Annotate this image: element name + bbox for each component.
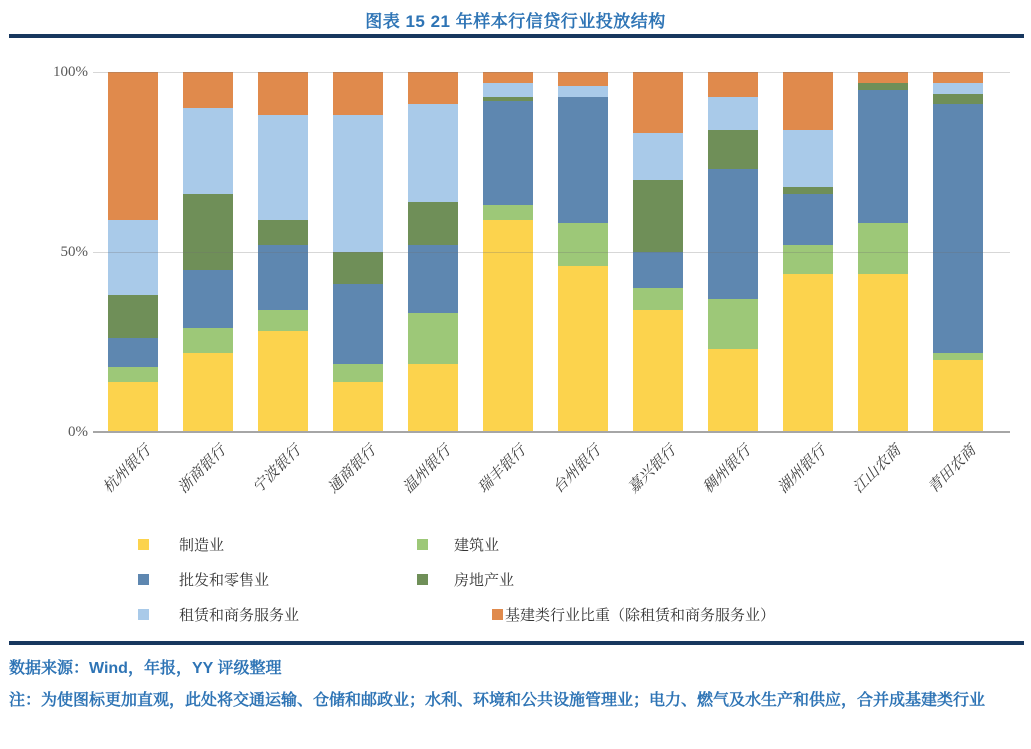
x-axis-label-湖州银行: 湖州银行: [775, 442, 830, 497]
bar-segment-基建类行业比重（除租赁和商务服务业）: [183, 72, 233, 108]
bar-segment-房地产业: [783, 187, 833, 194]
bar-segment-租赁和商务服务业: [633, 133, 683, 180]
bar-segment-制造业: [633, 310, 683, 432]
x-axis-label-温州银行: 温州银行: [400, 442, 455, 497]
bar-segment-建筑业: [108, 367, 158, 381]
legend-item-批发和零售业: [138, 567, 269, 591]
bar-segment-批发和零售业: [333, 284, 383, 363]
bar-segment-批发和零售业: [483, 101, 533, 205]
bar-segment-房地产业: [408, 202, 458, 245]
bar-segment-制造业: [258, 331, 308, 432]
bar-segment-建筑业: [183, 328, 233, 353]
bar-segment-基建类行业比重（除租赁和商务服务业）: [933, 72, 983, 83]
legend-label: 房地产业: [454, 572, 515, 589]
y-axis-tick-0%: 0%: [68, 424, 88, 440]
bar-segment-基建类行业比重（除租赁和商务服务业）: [258, 72, 308, 115]
bar-segment-租赁和商务服务业: [333, 115, 383, 252]
bar-segment-批发和零售业: [408, 245, 458, 313]
x-axis-label-宁波银行: 宁波银行: [250, 442, 305, 497]
bar-segment-制造业: [783, 274, 833, 432]
bar-segment-制造业: [408, 364, 458, 432]
bar-segment-建筑业: [708, 299, 758, 349]
legend-swatch-icon: [138, 574, 149, 585]
legend-item-制造业: [138, 532, 224, 556]
bar-segment-房地产业: [633, 180, 683, 252]
bar-segment-房地产业: [183, 194, 233, 270]
bar-segment-建筑业: [408, 313, 458, 363]
data-source-note: 数据来源：Wind，年报，YY 评级整理: [9, 660, 282, 677]
y-axis-tick-50%: 50%: [60, 244, 88, 260]
bar-segment-基建类行业比重（除租赁和商务服务业）: [783, 72, 833, 130]
x-axis-label-瑞丰银行: 瑞丰银行: [475, 442, 530, 497]
bar-segment-基建类行业比重（除租赁和商务服务业）: [333, 72, 383, 115]
bar-segment-基建类行业比重（除租赁和商务服务业）: [483, 72, 533, 83]
bar-segment-建筑业: [633, 288, 683, 310]
legend-label: 批发和零售业: [179, 572, 270, 589]
bar-segment-批发和零售业: [558, 97, 608, 223]
bar-segment-批发和零售业: [858, 90, 908, 223]
bar-segment-基建类行业比重（除租赁和商务服务业）: [108, 72, 158, 220]
bar-segment-基建类行业比重（除租赁和商务服务业）: [558, 72, 608, 86]
bar-segment-租赁和商务服务业: [408, 104, 458, 201]
bar-segment-租赁和商务服务业: [558, 86, 608, 97]
bar-segment-建筑业: [558, 223, 608, 266]
bar-segment-房地产业: [708, 130, 758, 170]
bar-segment-基建类行业比重（除租赁和商务服务业）: [633, 72, 683, 133]
legend-swatch-icon: [492, 609, 503, 620]
legend-label: 基建类行业比重（除租赁和商务服务业）: [505, 607, 776, 624]
bar-segment-租赁和商务服务业: [708, 97, 758, 129]
legend-swatch-icon: [417, 539, 428, 550]
bar-segment-建筑业: [858, 223, 908, 273]
bar-segment-建筑业: [483, 205, 533, 219]
bar-segment-房地产业: [333, 252, 383, 284]
bar-segment-制造业: [183, 353, 233, 432]
bar-segment-建筑业: [333, 364, 383, 382]
legend-label: 制造业: [179, 537, 225, 554]
bar-segment-建筑业: [783, 245, 833, 274]
chart-plot-area: [93, 72, 1010, 497]
bar-segment-制造业: [558, 266, 608, 432]
bar-segment-制造业: [333, 382, 383, 432]
legend-label: 租赁和商务服务业: [179, 607, 300, 624]
y-axis-tick-100%: 100%: [53, 64, 88, 80]
legend-item-基建类行业比重（除租赁和商务服务业）: [492, 602, 775, 626]
bar-segment-制造业: [858, 274, 908, 432]
legend-swatch-icon: [417, 574, 428, 585]
x-axis-label-江山农商: 江山农商: [850, 442, 905, 497]
x-axis-label-浙商银行: 浙商银行: [175, 442, 230, 497]
bar-segment-租赁和商务服务业: [783, 130, 833, 188]
bar-segment-基建类行业比重（除租赁和商务服务业）: [858, 72, 908, 83]
bar-segment-建筑业: [258, 310, 308, 332]
bar-segment-批发和零售业: [633, 252, 683, 288]
x-axis-label-稠州银行: 稠州银行: [700, 442, 755, 497]
gridline-50pct: [93, 252, 1010, 253]
footer-divider-rule: [9, 641, 1024, 645]
bar-segment-租赁和商务服务业: [933, 83, 983, 94]
page-title: 图表 15 21 年样本行信贷行业投放结构: [365, 12, 666, 31]
bar-segment-批发和零售业: [258, 245, 308, 310]
x-axis-label-通商银行: 通商银行: [325, 442, 380, 497]
bar-segment-批发和零售业: [708, 169, 758, 299]
bar-segment-房地产业: [258, 220, 308, 245]
legend-swatch-icon: [138, 539, 149, 550]
bar-segment-基建类行业比重（除租赁和商务服务业）: [408, 72, 458, 104]
x-axis-label-嘉兴银行: 嘉兴银行: [625, 442, 680, 497]
bar-segment-批发和零售业: [933, 104, 983, 352]
bar-segment-房地产业: [858, 83, 908, 90]
bar-segment-房地产业: [933, 94, 983, 105]
x-axis-label-杭州银行: 杭州银行: [100, 442, 155, 497]
x-axis-label-青田农商: 青田农商: [925, 442, 980, 497]
legend-label: 建筑业: [454, 537, 500, 554]
bar-segment-批发和零售业: [108, 338, 158, 367]
bar-segment-租赁和商务服务业: [183, 108, 233, 194]
top-divider-rule: [9, 34, 1024, 38]
bar-segment-租赁和商务服务业: [108, 220, 158, 296]
gridline-100pct: [93, 72, 1010, 73]
legend-item-租赁和商务服务业: [138, 602, 299, 626]
bar-segment-建筑业: [933, 353, 983, 360]
legend-item-房地产业: [417, 567, 514, 591]
legend-swatch-icon: [138, 609, 149, 620]
bar-segment-制造业: [708, 349, 758, 432]
bar-segment-制造业: [108, 382, 158, 432]
x-axis-line: [93, 431, 1010, 433]
bar-segment-基建类行业比重（除租赁和商务服务业）: [708, 72, 758, 97]
bar-segment-房地产业: [108, 295, 158, 338]
legend-item-建筑业: [417, 532, 499, 556]
bar-segment-批发和零售业: [183, 270, 233, 328]
bar-segment-租赁和商务服务业: [258, 115, 308, 219]
methodology-note: 注：为使图标更加直观，此处将交通运输、仓储和邮政业；水利、环境和公共设施管理业；电力、燃气及水生产和供应，合并成基建类行业: [9, 692, 986, 709]
x-axis-label-台州银行: 台州银行: [550, 442, 605, 497]
bar-segment-批发和零售业: [783, 194, 833, 244]
bar-segment-制造业: [933, 360, 983, 432]
bar-segment-租赁和商务服务业: [483, 83, 533, 97]
